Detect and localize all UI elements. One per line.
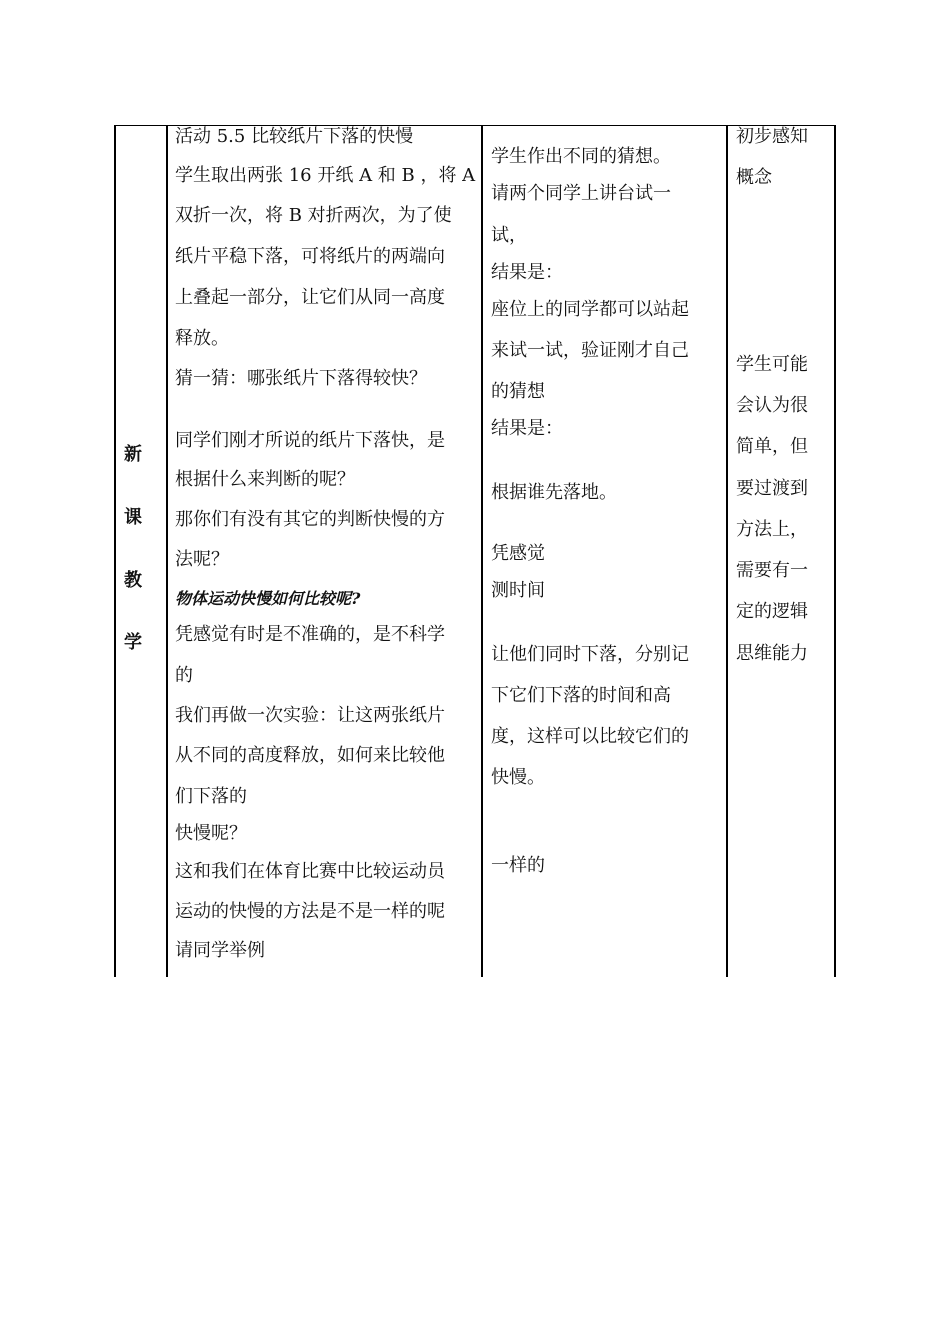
activity-line: 纸片平稳下落，可将纸片的两端向 [175, 246, 445, 267]
notes-line: 简单，但 [736, 436, 808, 457]
section-char: 课 [124, 507, 142, 528]
table-border-left [114, 125, 116, 977]
student-line: 试， [491, 225, 527, 246]
activity-line: 快慢呢？ [175, 823, 247, 844]
activity-line: 从不同的高度释放，如何来比较他 [175, 745, 445, 766]
student-line: 下它们下落的时间和高 [491, 685, 671, 706]
activity-line: 运动的快慢的方法是不是一样的呢 [175, 901, 445, 922]
activity-line: 这和我们在体育比赛中比较运动员 [175, 861, 445, 882]
student-line: 测时间 [491, 580, 545, 601]
student-line: 结果是： [491, 418, 563, 439]
activity-line: 那你们有没有其它的判断快慢的方 [175, 509, 445, 530]
activity-line: 猜一猜：哪张纸片下落得较快？ [175, 368, 427, 389]
student-line: 来试一试，验证刚才自己 [491, 340, 689, 361]
table-divider-1 [166, 125, 168, 977]
table-border-right [834, 125, 836, 977]
notes-line: 学生可能 [736, 354, 808, 375]
section-char: 学 [124, 632, 142, 653]
notes-line: 方法上， [736, 519, 808, 540]
activity-line: 上叠起一部分，让它们从同一高度 [175, 287, 445, 308]
activity-line: 学生取出两张 16 开纸 A 和 B ，将 A [175, 165, 476, 186]
student-line: 让他们同时下落，分别记 [491, 644, 689, 665]
student-line: 座位上的同学都可以站起 [491, 299, 689, 320]
student-line: 根据谁先落地。 [491, 482, 617, 503]
activity-line: 同学们刚才所说的纸片下落快，是 [175, 430, 445, 451]
notes-line: 需要有一 [736, 560, 808, 581]
section-char: 教 [124, 570, 142, 591]
student-line: 快慢。 [491, 767, 545, 788]
student-line: 结果是： [491, 262, 563, 283]
student-line: 一样的 [491, 855, 545, 876]
notes-line: 要过渡到 [736, 478, 808, 499]
student-line: 请两个同学上讲台试一 [491, 183, 671, 204]
activity-line: 根据什么来判断的呢？ [175, 469, 355, 490]
student-line: 学生作出不同的猜想。 [491, 146, 671, 167]
activity-line: 们下落的 [175, 786, 247, 807]
activity-line: 的 [175, 665, 193, 686]
notes-line: 思维能力 [736, 643, 808, 664]
student-line: 度，这样可以比较它们的 [491, 726, 689, 747]
activity-line: 释放。 [175, 328, 229, 349]
student-line: 凭感觉 [491, 543, 545, 564]
activity-line: 法呢？ [175, 549, 229, 570]
section-char: 新 [124, 444, 142, 465]
activity-question: 物体运动快慢如何比较呢? [175, 589, 361, 608]
notes-line: 概念 [736, 167, 772, 188]
student-line: 的猜想 [491, 381, 545, 402]
notes-line: 初步感知 [736, 126, 808, 147]
notes-line: 会认为很 [736, 395, 808, 416]
notes-line: 定的逻辑 [736, 601, 808, 622]
activity-title: 活动 5.5 比较纸片下落的快慢 [175, 126, 414, 147]
activity-line: 我们再做一次实验：让这两张纸片 [175, 705, 445, 726]
table-divider-3 [726, 125, 728, 977]
activity-line: 请同学举例 [175, 940, 265, 961]
activity-line: 凭感觉有时是不准确的，是不科学 [175, 624, 445, 645]
activity-line: 双折一次，将 B 对折两次，为了使 [175, 205, 452, 226]
table-divider-2 [481, 125, 483, 977]
